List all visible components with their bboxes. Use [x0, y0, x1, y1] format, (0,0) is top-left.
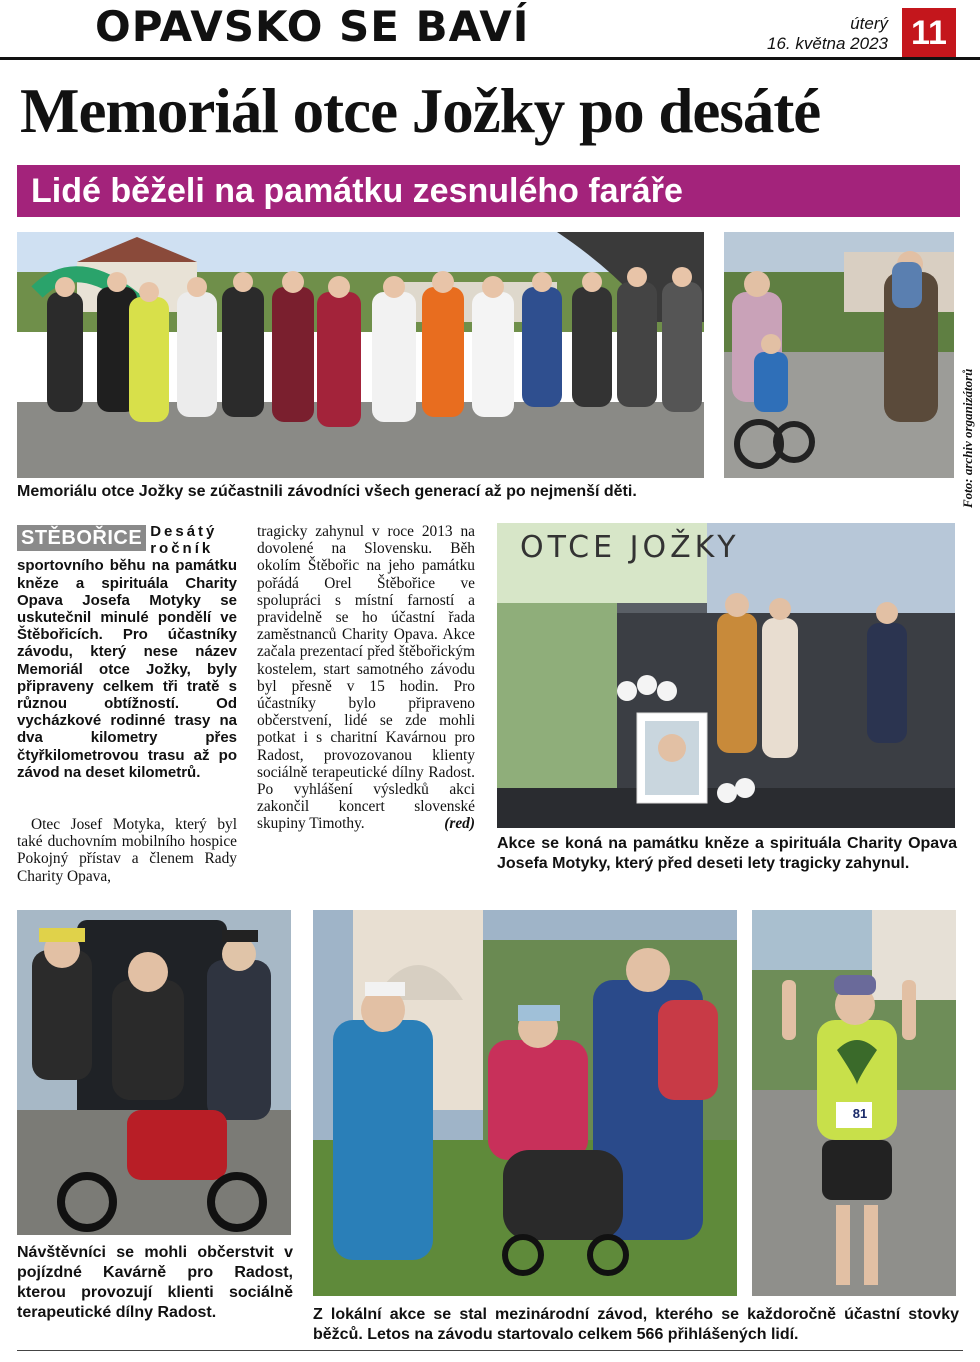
place-label: STĚBOŘICE [17, 525, 146, 551]
headline: Memoriál otce Jožky po desáté [20, 76, 821, 146]
issue-day: úterý [850, 14, 888, 33]
stage-banner-text: OTCE JOŽKY [520, 530, 740, 565]
bib-number: 81 [852, 1106, 868, 1121]
bottom-rule [17, 1350, 963, 1351]
photo-cafe [17, 910, 291, 1235]
lead-first-word: Desátý ročník [150, 523, 218, 558]
lead-paragraph: sportovního běhu na památku kněze a spirituála Charity Opava Josefa Motyky se uskutečnil minulé pondělí ve Štěbořicích. Pro účastníky závodu, který nese název Memoriál otce Jožky, byly připraveny celkem tři tratě s různou obtížností. Od vycházkové rodinné trasy na dva kilometry přes čtyřkilometrovou trasu až po závod na deset kilometrů. [17, 557, 237, 781]
section-title: OPAVSKO SE BAVÍ [95, 2, 530, 51]
photo-child-bike [724, 232, 954, 478]
author: (red) [444, 815, 475, 833]
caption-international: Z lokální akce se stal mezinárodní závod, kterého se každoročně účastní stovky běžců. Letos na závodu startovalo celkem 566 přihlášených lidí. [313, 1306, 959, 1343]
header-rule [0, 57, 980, 60]
photo-stage [497, 523, 955, 828]
body-paragraph: Otec Josef Motyka, který byl také duchovním mobilního hospice Pokojný přístav a členem Rady Charity Opava, [17, 816, 237, 885]
caption-stage: Akce se koná na památku kněze a spirituála Charity Opava Josefa Motyky, který před deseti lety tragicky zahynul. [497, 835, 957, 872]
issue-date [767, 14, 888, 54]
issue-date-text: 16. května 2023 [767, 34, 888, 53]
article-column-1b [17, 816, 237, 892]
photo-runners [17, 232, 704, 478]
caption-runners: Memoriálu otce Jožky se zúčastnili závodníci všech generací až po nejmenší děti. [17, 483, 637, 500]
photo-family [313, 910, 737, 1296]
page-number: 11 [902, 8, 956, 58]
caption-cafe: Návštěvníci se mohli občerstvit v pojízdné Kavárně pro Radost, kterou provozují klienti sociálně terapeutické dílny Radost. [17, 1244, 293, 1321]
article-column-1 [17, 523, 237, 781]
article-column-2-text [257, 523, 475, 833]
photo-credit: Foto: archiv organizátorů [960, 368, 975, 508]
photo-runner-81 [752, 910, 956, 1296]
body-continuation: tragicky zahynul v roce 2013 na dovolené na Slovensku. Běh okolím Štěbořic na jeho památku pořádá Orel Štěbořice ve spolupráci s místní farností a pravidelně se ho účastní řada zaměstnanců Charity Opava. Akce začala prezentací před štěbořickým kostelem, start samotného závodu byl přesně v 15 hodin. Pro účastníky bylo připraveno občerstvení, lidé se zde mohli potkat i s charitní Kavárnou pro Radost, provozovanou klienty sociálně terapeutické dílny Radost. Po vyhlášení výsledků akci zakončil koncert slovenské skupiny Timothy. [257, 523, 475, 833]
subheadline: Lidé běželi na památku zesnulého faráře [17, 165, 960, 217]
